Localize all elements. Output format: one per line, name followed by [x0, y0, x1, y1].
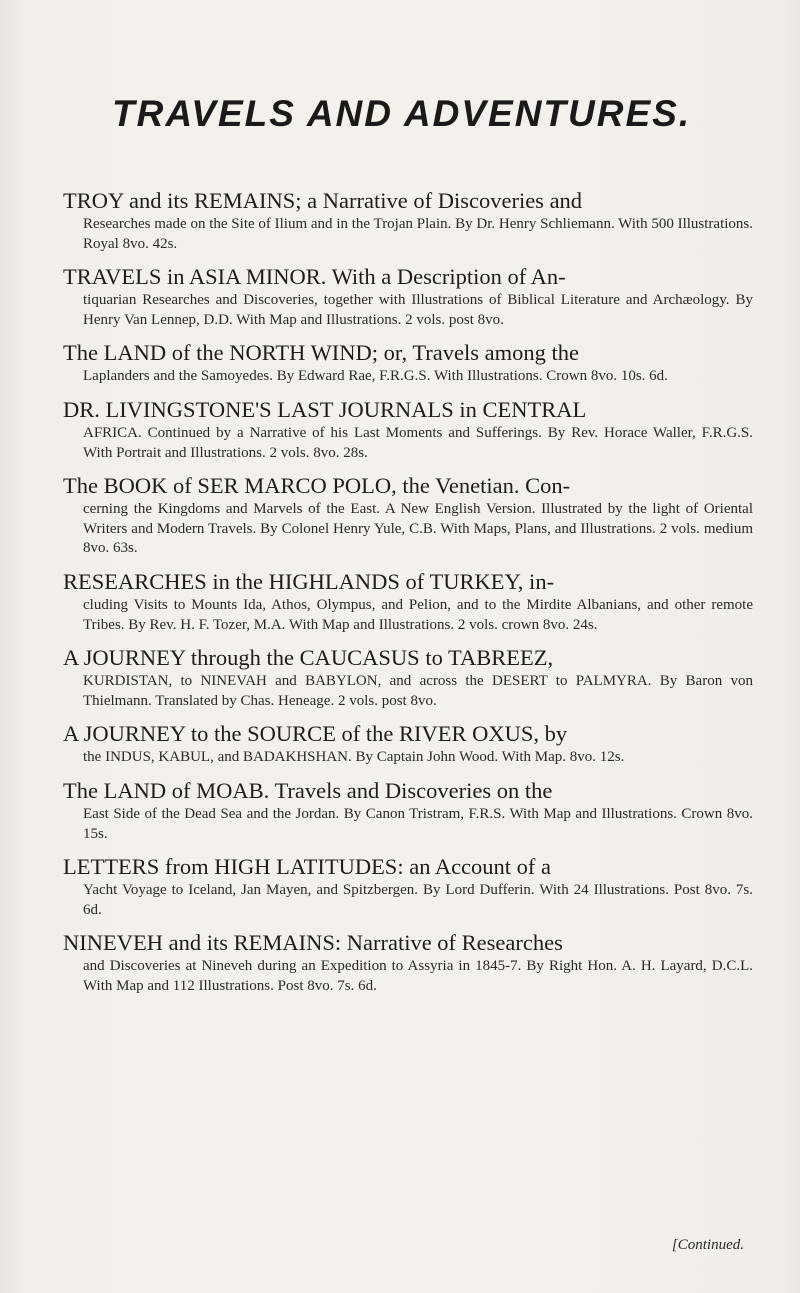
book-description: KURDISTAN, to NINEVAH and BABYLON, and across the DESERT to PALMYRA. By Baron von Thielmann. Translated by Chas. Heneage. 2 vols. post 8vo. — [83, 673, 753, 709]
book-entry — [63, 339, 753, 387]
page-heading: TRAVELS AND ADVENTURES. — [112, 93, 692, 134]
book-title: The LAND of MOAB. Travels and Discoveries on the — [63, 777, 553, 803]
book-entry — [63, 777, 753, 844]
book-title: RESEARCHES in the HIGHLANDS of TURKEY, in- — [63, 568, 555, 594]
book-entry — [63, 263, 753, 330]
book-description: AFRICA. Continued by a Narrative of his Last Moments and Sufferings. By Rev. Horace Waller, F.R.G.S. With Portrait and Illustrations. 2 vols. 8vo. 28s. — [83, 424, 753, 461]
book-entry — [63, 568, 753, 635]
book-title: DR. LIVINGSTONE'S LAST JOURNALS in CENTRAL — [63, 396, 587, 422]
book-title: TROY and its REMAINS; a Narrative of Discoveries and — [63, 188, 583, 213]
book-description: East Side of the Dead Sea and the Jordan. By Canon Tristram, F.R.S. With Map and Illustrations. Crown 8vo. 15s. — [83, 805, 753, 842]
continued-note: [Continued. — [671, 1237, 744, 1253]
book-entry — [63, 929, 753, 996]
book-title: LETTERS from HIGH LATITUDES: an Account of a — [63, 854, 552, 880]
book-title: The BOOK of SER MARCO POLO, the Venetian. Con- — [63, 473, 571, 499]
book-description: Laplanders and the Samoyedes. By Edward Rae, F.R.G.S. With Illustrations. Crown 8vo. 10s. 6d. — [83, 368, 668, 385]
book-entry — [63, 720, 753, 768]
book-description: cerning the Kingdoms and Marvels of the East. A New English Version. Illustrated by the light of Oriental Writers and Modern Travels. By Colonel Henry Yule, C.B. With Maps, Plans, and Illustrations. 2 vols. medium 8vo. 63s. — [83, 501, 753, 557]
book-title: The LAND of the NORTH WIND; or, Travels among the — [63, 340, 580, 366]
book-list — [63, 187, 753, 1005]
book-title: A JOURNEY through the CAUCASUS to TABREEZ, — [63, 645, 554, 671]
book-entry — [63, 472, 753, 559]
book-description: Yacht Voyage to Iceland, Jan Mayen, and Spitzbergen. By Lord Dufferin. With 24 Illustrations. Post 8vo. 7s. 6d. — [83, 882, 753, 918]
book-entry — [63, 853, 753, 920]
book-description: and Discoveries at Nineveh during an Expedition to Assyria in 1845-7. By Right Hon. A. H. Layard, D.C.L. With Map and 112 Illustrations. Post 8vo. 7s. 6d. — [83, 958, 753, 994]
book-description: tiquarian Researches and Discoveries, together with Illustrations of Biblical Literature and Archæology. By Henry Van Lennep, D.D. With Map and Illustrations. 2 vols. post 8vo. — [83, 292, 753, 328]
book-entry — [63, 396, 753, 463]
book-description: Researches made on the Site of Ilium and in the Trojan Plain. By Dr. Henry Schliemann. With 500 Illustrations. Royal 8vo. 42s. — [83, 216, 753, 252]
book-entry — [63, 644, 753, 711]
book-title: A JOURNEY to the SOURCE of the RIVER OXUS, by — [63, 721, 568, 747]
book-title: NINEVEH and its REMAINS: Narrative of Researches — [63, 930, 563, 956]
book-entry — [63, 187, 753, 254]
book-description: cluding Visits to Mounts Ida, Athos, Olympus, and Pelion, and to the Mirdite Albanians, and other remote Tribes. By Rev. H. F. Tozer, M.A. With Map and Illustrations. 2 vols. crown 8vo. 24s. — [83, 596, 753, 633]
book-description: the INDUS, KABUL, and BADAKHSHAN. By Captain John Wood. With Map. 8vo. 12s. — [83, 749, 625, 766]
book-title: TRAVELS in ASIA MINOR. With a Description of An- — [63, 264, 566, 290]
